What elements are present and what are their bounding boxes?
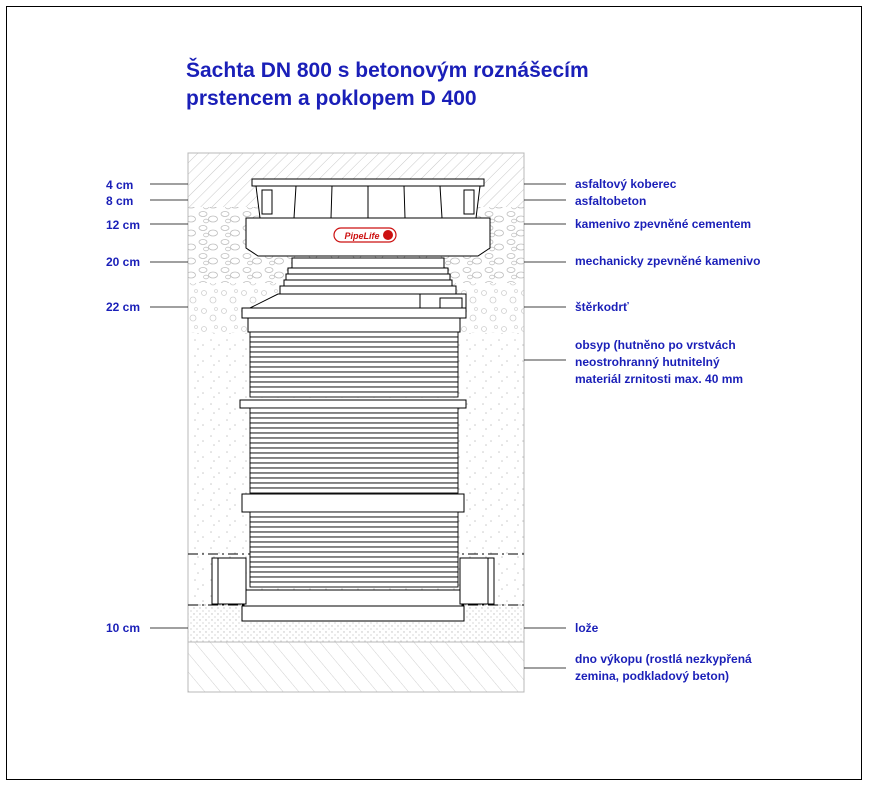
label-8cm: 8 cm	[106, 194, 134, 208]
pipelife-logo	[334, 228, 396, 242]
shaft-rib	[250, 453, 458, 458]
label-backfill-2: neostrohranný hutnitelný	[575, 355, 720, 369]
shaft-rib	[250, 362, 458, 367]
shaft-rib	[250, 413, 458, 418]
label-subsoil-1: dno výkopu (rostlá nezkypřená	[575, 652, 752, 666]
shaft-rib	[250, 532, 458, 537]
title-line-1: Šachta DN 800 s betonovým roznášecím	[186, 59, 589, 82]
shaft-body	[240, 308, 466, 621]
shaft-rib	[250, 537, 458, 542]
label-asphalt-concrete: asfaltobeton	[575, 194, 647, 208]
shaft-rib	[250, 473, 458, 478]
shaft-ribs-middle	[250, 408, 458, 493]
label-mech-gravel: mechanicky zpevněné kamenivo	[575, 254, 761, 268]
shaft-rib	[250, 418, 458, 423]
label-12cm: 12 cm	[106, 218, 141, 232]
shaft-rib	[250, 522, 458, 527]
shaft-rib	[250, 463, 458, 468]
shaft-rib	[250, 357, 458, 362]
shaft-rib	[250, 372, 458, 377]
shaft-rib	[250, 352, 458, 357]
shaft-rib	[250, 448, 458, 453]
label-backfill-1: obsyp (hutněno po vrstvách	[575, 338, 736, 352]
shaft-rib	[250, 423, 458, 428]
shaft-rib	[250, 337, 458, 342]
label-4cm: 4 cm	[106, 178, 134, 192]
shaft-rib	[250, 557, 458, 562]
shaft-rib	[250, 483, 458, 488]
label-20cm: 20 cm	[106, 255, 141, 269]
shaft-rib	[250, 567, 458, 572]
manhole-cover	[252, 179, 484, 218]
shaft-rib	[250, 392, 458, 397]
shaft-rib	[250, 577, 458, 582]
shaft-rib	[250, 428, 458, 433]
label-22cm: 22 cm	[106, 300, 141, 314]
title-line-2: prstencem a poklopem D 400	[186, 87, 477, 110]
layer-subsoil	[188, 642, 524, 692]
shaft-upper-ring	[248, 318, 460, 332]
logo-text: PipeLife	[344, 231, 380, 241]
label-cement-gravel: kamenivo zpevněné cementem	[575, 217, 752, 231]
shaft-base	[242, 606, 464, 621]
shaft-rib	[250, 572, 458, 577]
shaft-rib	[250, 547, 458, 552]
shaft-rib	[250, 458, 458, 463]
outlet-pipe-right	[460, 558, 494, 604]
shaft-rib	[250, 552, 458, 557]
shaft-rib	[250, 527, 458, 532]
label-crushed-stone: štěrkodrť	[575, 300, 629, 314]
label-bedding: lože	[575, 621, 599, 635]
shaft-rib	[250, 367, 458, 372]
inlet-pipe-left	[212, 558, 246, 604]
shaft-rib	[250, 443, 458, 448]
shaft-rib	[250, 468, 458, 473]
shaft-rib	[250, 342, 458, 347]
label-subsoil-2: zemina, podkladový beton)	[575, 669, 730, 683]
shaft-rib	[250, 433, 458, 438]
shaft-rib	[250, 512, 458, 517]
shaft-rib	[250, 517, 458, 522]
shaft-bottom	[244, 590, 462, 606]
label-10cm: 10 cm	[106, 621, 141, 635]
cover-top-rim	[252, 179, 484, 186]
shaft-rib	[250, 408, 458, 413]
label-asphalt-carpet: asfaltový koberec	[575, 177, 677, 191]
shaft-flange-2	[240, 400, 466, 408]
shaft-rib	[250, 382, 458, 387]
shaft-rib	[250, 332, 458, 337]
label-backfill-3: materiál zrnitosti max. 40 mm	[575, 372, 744, 386]
shaft-top-flange	[242, 308, 466, 318]
shaft-rib	[250, 438, 458, 443]
shaft-rib	[250, 562, 458, 567]
shaft-rib	[250, 488, 458, 493]
shaft-rib	[250, 387, 458, 392]
shaft-ribs-upper	[250, 332, 458, 397]
shaft-rib	[250, 582, 458, 587]
shaft-rib	[250, 478, 458, 483]
shaft-rib	[250, 377, 458, 382]
shaft-rib	[250, 542, 458, 547]
shaft-flange-3	[242, 494, 464, 512]
shaft-ribs-lower	[250, 512, 458, 587]
shaft-rib	[250, 347, 458, 352]
